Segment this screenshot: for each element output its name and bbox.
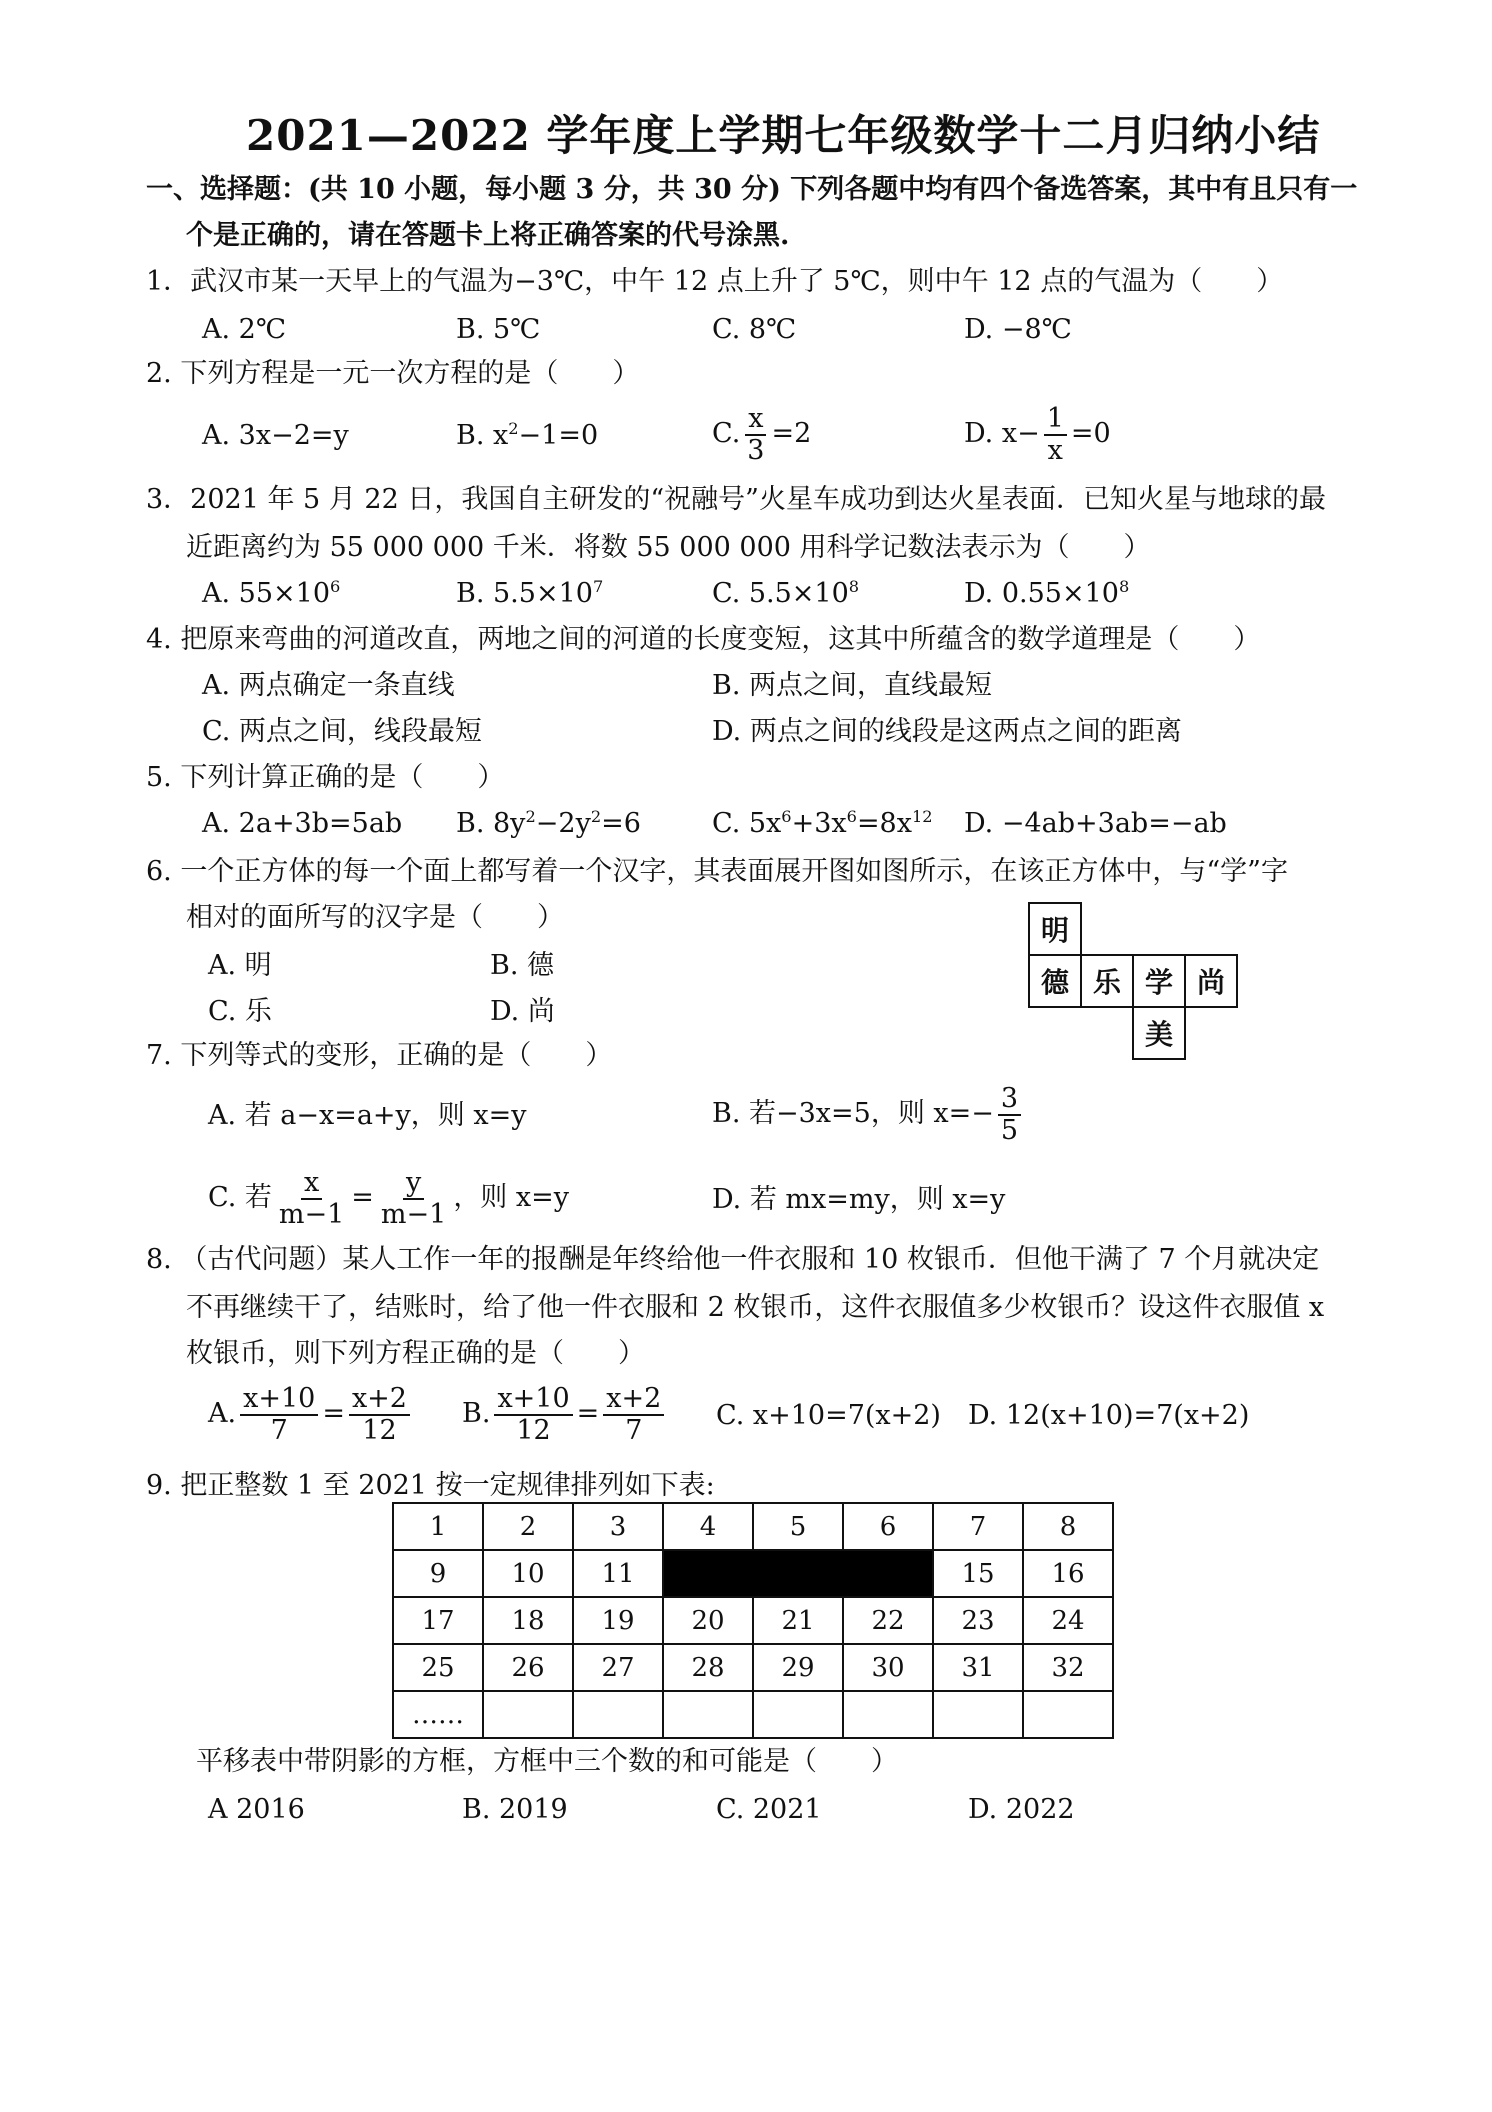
cube-face: 明 [1029, 903, 1081, 955]
number-arrangement-table [392, 1502, 1114, 1739]
question-1-stem: 1．武汉市某一天早上的气温为−3℃，中午 12 点上升了 5℃，则中午 12 点的气温为（ ） [146, 266, 1284, 297]
page-title: 2021—2022 学年度上学期七年级数学十二月归纳小结 [246, 111, 1321, 160]
question-7-stem: 7. 下列等式的变形，正确的是（ ） [146, 1040, 613, 1071]
question-1-option-c: C. 8℃ [712, 314, 797, 345]
table-row [393, 1691, 1113, 1738]
question-4-option-b: B. 两点之间，直线最短 [712, 670, 993, 701]
question-5-option-c: C. $5x^6+3x^6=8x^{12}$ [712, 807, 933, 839]
question-6-option-c: C. 乐 [208, 996, 272, 1027]
question-3-option-d: D. $0.55\times 10^8$ [964, 577, 1130, 609]
question-1-option-d: D. −8℃ [964, 314, 1072, 345]
question-5-option-b: B. $8y^2-2y^2=6$ [456, 807, 641, 839]
table-cell: 26 [483, 1644, 573, 1691]
table-row [393, 1503, 1113, 1550]
question-6-stem-line2: 相对的面所写的汉字是（ ） [186, 902, 564, 933]
question-2-option-c: C. $\frac{x}{3}$ =2 [712, 403, 812, 466]
cube-face: 美 [1133, 1007, 1185, 1059]
table-cell: 29 [753, 1644, 843, 1691]
table-cell: 32 [1023, 1644, 1113, 1691]
question-2-option-a: A. 3x−2=y [202, 420, 349, 451]
table-cell: 1 [393, 1503, 483, 1550]
shaded-box [663, 1550, 933, 1597]
question-9-option-b: B. 2019 [462, 1794, 568, 1825]
question-2-stem: 2. 下列方程是一元一次方程的是（ ） [146, 358, 640, 389]
question-8-option-d: D. 12(x+10)=7(x+2) [968, 1400, 1250, 1431]
question-4-stem: 4. 把原来弯曲的河道改直，两地之间的河道的长度变短，这其中所蕴含的数学道理是（ ） [146, 624, 1261, 655]
question-8-option-c: C. x+10=7(x+2) [716, 1400, 941, 1431]
cube-face: 德 [1029, 955, 1081, 1007]
question-9-question: 平移表中带阴影的方框，方框中三个数的和可能是（ ） [196, 1746, 898, 1777]
question-9-stem: 9. 把正整数 1 至 2021 按一定规律排列如下表: [146, 1470, 715, 1501]
question-5-option-d: D. −4ab+3ab=−ab [964, 808, 1227, 839]
question-9-option-c: C. 2021 [716, 1794, 822, 1825]
section-instructions-line1: 一、选择题：(共 10 小题，每小题 3 分，共 30 分) 下列各题中均有四个备选答案，其中有且只有一 [146, 174, 1358, 205]
question-8-option-b: B. $\frac{x+10}{12}$ = $\frac{x+2}{7}$ [462, 1384, 668, 1445]
table-cell: 6 [843, 1503, 933, 1550]
table-cell: 5 [753, 1503, 843, 1550]
table-cell: 22 [843, 1597, 933, 1644]
table-cell: 30 [843, 1644, 933, 1691]
cube-face: 学 [1133, 955, 1185, 1007]
table-cell: 2 [483, 1503, 573, 1550]
table-cell: 27 [573, 1644, 663, 1691]
question-4-option-a: A. 两点确定一条直线 [202, 670, 455, 701]
table-row [393, 1644, 1113, 1691]
table-cell: 25 [393, 1644, 483, 1691]
cube-face: 乐 [1081, 955, 1133, 1007]
question-3-stem-line1: 3．2021 年 5 月 22 日，我国自主研发的“祝融号”火星车成功到达火星表面．已知火星与地球的最 [146, 484, 1326, 515]
question-6-option-a: A. 明 [208, 950, 272, 981]
table-cell: 8 [1023, 1503, 1113, 1550]
table-row [393, 1550, 1113, 1597]
table-cell: 19 [573, 1597, 663, 1644]
table-cell: 4 [663, 1503, 753, 1550]
table-cell: 9 [393, 1550, 483, 1597]
table-row [393, 1597, 1113, 1644]
table-cell: 17 [393, 1597, 483, 1644]
question-3-option-a: A. $55\times 10^6$ [202, 577, 341, 609]
question-8-stem-line2: 不再继续干了，结账时，给了他一件衣服和 2 枚银币，这件衣服值多少枚银币？设这件衣服值 x [186, 1292, 1325, 1323]
table-cell: 20 [663, 1597, 753, 1644]
question-1-option-b: B. 5℃ [456, 314, 541, 345]
table-cell: 10 [483, 1550, 573, 1597]
table-cell: 18 [483, 1597, 573, 1644]
question-7-option-d: D. 若 mx=my，则 x=y [712, 1184, 1006, 1215]
table-cell: 21 [753, 1597, 843, 1644]
table-cell: 28 [663, 1644, 753, 1691]
table-cell: …… [393, 1691, 483, 1738]
question-5-option-a: A. 2a+3b=5ab [202, 808, 403, 839]
question-7-option-a: A. 若 a−x=a+y，则 x=y [208, 1100, 527, 1131]
table-cell: 24 [1023, 1597, 1113, 1644]
table-cell: 15 [933, 1550, 1023, 1597]
question-6-option-b: B. 德 [490, 950, 555, 981]
question-8-stem-line1: 8. （古代问题）某人工作一年的报酬是年终给他一件衣服和 10 枚银币．但他干满了 7 个月就决定 [146, 1244, 1320, 1275]
question-7-option-b: B. 若−3x=5，则 x=− $\frac{3}{5}$ [712, 1084, 1025, 1145]
table-cell: 11 [573, 1550, 663, 1597]
question-4-option-c: C. 两点之间，线段最短 [202, 716, 482, 747]
question-6-option-d: D. 尚 [490, 996, 555, 1027]
table-cell: 16 [1023, 1550, 1113, 1597]
question-3-stem-line2: 近距离约为 55 000 000 千米．将数 55 000 000 用科学记数法表示为（ ） [186, 532, 1151, 563]
question-5-stem: 5. 下列计算正确的是（ ） [146, 762, 505, 793]
question-3-option-b: B. $5.5\times 10^7$ [456, 577, 604, 609]
question-1-option-a: A. 2℃ [202, 314, 287, 345]
cube-face: 尚 [1185, 955, 1237, 1007]
question-8-stem-line3: 枚银币，则下列方程正确的是（ ） [186, 1338, 645, 1369]
table-cell: 3 [573, 1503, 663, 1550]
question-2-option-b: B. $x^2-1=0$ [456, 419, 599, 451]
question-3-option-c: C. $5.5\times 10^8$ [712, 577, 860, 609]
question-2-option-d: D. x− $\frac{1}{x}$ =0 [964, 403, 1111, 466]
table-cell: 23 [933, 1597, 1023, 1644]
table-cell: 7 [933, 1503, 1023, 1550]
table-cell: 31 [933, 1644, 1023, 1691]
question-7-option-c: C. 若 $\frac{x}{m-1}$ = $\frac{y}{m-1}$ ，则 x=y [208, 1167, 569, 1230]
section-instructions-line2: 个是正确的，请在答题卡上将正确答案的代号涂黑. [186, 220, 790, 251]
question-9-option-d: D. 2022 [968, 1794, 1075, 1825]
question-8-option-a: A. $\frac{x+10}{7}$ = $\frac{x+2}{12}$ [208, 1384, 414, 1445]
cube-net-diagram [1028, 902, 1238, 1060]
question-9-option-a: A 2016 [208, 1794, 305, 1825]
question-6-stem-line1: 6. 一个正方体的每一个面上都写着一个汉字，其表面展开图如图所示，在该正方体中，与“学”字 [146, 856, 1288, 887]
question-4-option-d: D. 两点之间的线段是这两点之间的距离 [712, 716, 1182, 747]
